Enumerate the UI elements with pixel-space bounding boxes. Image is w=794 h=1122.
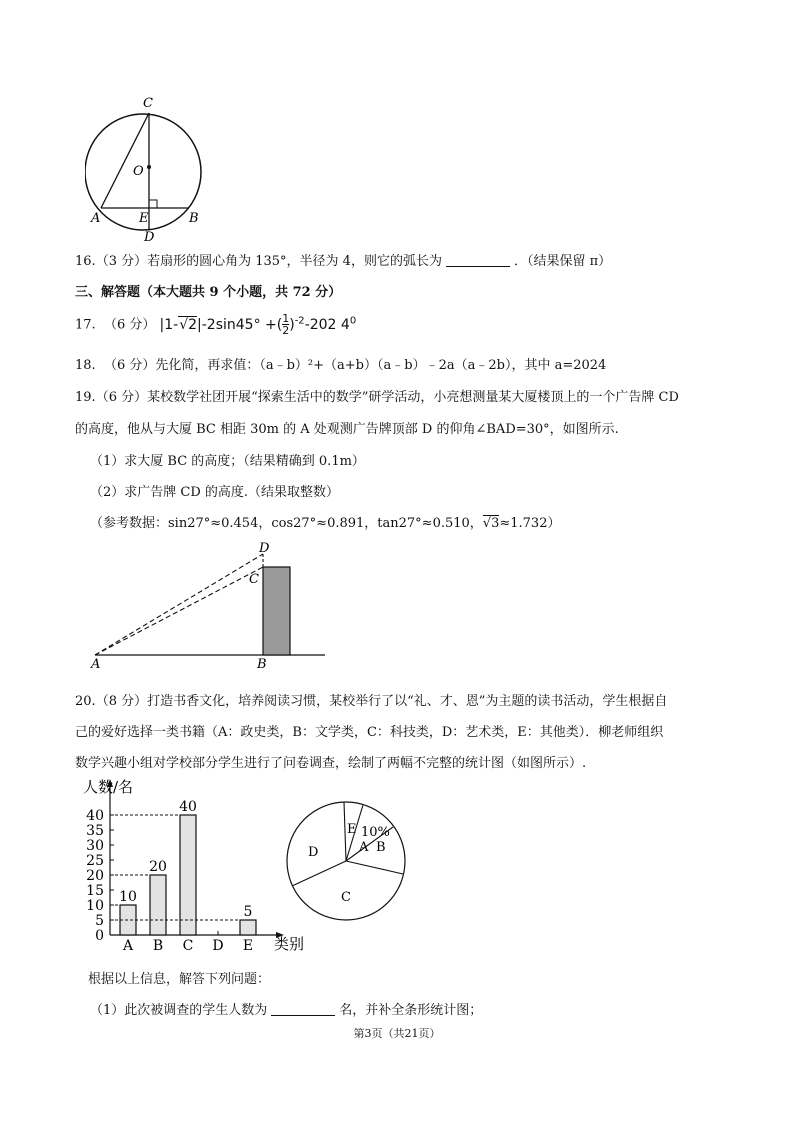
question-19-reference: （参考数据：sin27°≈0.454，cos27°≈0.891，tan27°≈0.510，√3≈1.732） — [90, 516, 561, 531]
section-title: 三、解答题（本大题共 9 个小题，共 72 分） — [75, 285, 342, 300]
pie-label-e: E — [347, 822, 357, 837]
label-o: O — [133, 164, 144, 179]
x-tick-label-A: A — [122, 938, 134, 954]
x-axis-label: 类别 — [274, 935, 305, 953]
building-bc — [263, 567, 290, 655]
label-c: C — [143, 96, 153, 111]
label-a: A — [91, 657, 101, 672]
bar-E — [240, 920, 256, 935]
question-19-sub2: （2）求广告牌 CD 的高度.（结果取整数） — [90, 485, 340, 500]
data-label-B: 20 — [149, 859, 167, 875]
bar-B — [150, 875, 166, 935]
y-tick-label-25: 25 — [86, 853, 104, 869]
question-19-line2: 的高度，他从与大厦 BC 相距 30m 的 A 处观测广告牌顶部 D 的仰角∠BAD=30°，如图所示. — [75, 422, 619, 437]
y-tick-label-20: 20 — [86, 868, 104, 884]
question-16: 16.（3 分）若扇形的圆心角为 135°，半径为 4，则它的弧长为 ．（结果保留 π） — [75, 254, 612, 269]
page-footer: 第3页（共21页） — [353, 1027, 441, 1040]
question-20-line2: 己的爱好选择一类书籍（A：政史类，B：文学类，C：科技类，D：艺术类，E：其他类）．柳老师组织 — [75, 725, 664, 740]
y-tick-label-5: 5 — [95, 913, 104, 929]
pie-label-b: B — [376, 840, 386, 855]
bar-chart — [80, 775, 310, 955]
y-tick-label-35: 35 — [86, 823, 104, 839]
label-e: E — [139, 211, 149, 226]
bar-C — [180, 815, 196, 935]
label-b: B — [257, 657, 267, 672]
label-a: A — [91, 211, 101, 226]
question-20-line1: 20.（8 分）打造书香文化，培养阅读习惯，某校举行了以“礼、才、恩”为主题的读书活动，学生根据自 — [75, 694, 668, 709]
right-angle-mark — [149, 200, 157, 208]
question-19-sub1: （1）求大厦 BC 的高度；（结果精确到 0.1m） — [90, 454, 365, 469]
label-b: B — [189, 211, 199, 226]
answer-blank[interactable] — [271, 1003, 335, 1016]
question-20-sub1: （1）此次被调查的学生人数为 名，并补全条形统计图； — [90, 1003, 483, 1018]
sightline-ac — [95, 567, 263, 655]
pie-label-d: D — [308, 845, 319, 860]
question-18: 18. （6 分）先化简，再求值：（a﹣b）²+（a+b）（a﹣b）﹣2a（a﹣2b），其中 a=2024 — [75, 358, 607, 373]
data-label-A: 10 — [119, 889, 137, 905]
question-17: 17. （6 分） |1-√2|-2sin45° +( $\frac{1}{2}$ )$^{-2}$-202 $4^0$ — [75, 312, 357, 337]
pie-divider-d-e — [344, 802, 346, 861]
center-point — [147, 165, 151, 169]
question-20-line3: 数学兴趣小组对学校部分学生进行了问卷调查，绘制了两幅不完整的统计图（如图所示）. — [75, 756, 587, 771]
y-tick-label-40: 40 — [86, 808, 104, 824]
data-label-E: 5 — [243, 904, 253, 920]
x-tick-label-C: C — [182, 938, 194, 954]
pie-label-c: C — [341, 890, 351, 905]
data-label-C: 40 — [179, 799, 197, 815]
building-figure — [85, 540, 335, 672]
chord-ac — [101, 113, 149, 208]
pie-annotation-10pct: 10% — [361, 825, 390, 840]
y-tick-label-10: 10 — [86, 898, 104, 914]
question-19-line1: 19.（6 分）某校数学社团开展“探索生活中的数学”研学活动，小亮想测量某大厦楼顶上的一个广告牌 CD — [75, 390, 679, 405]
circle-figure — [85, 95, 215, 245]
x-tick-label-E: E — [242, 938, 254, 954]
label-d: D — [144, 230, 155, 245]
x-tick-label-D: D — [212, 938, 224, 954]
label-d: D — [259, 541, 270, 556]
y-axis-label: 人数/名 — [83, 778, 134, 796]
pie-chart — [285, 800, 410, 925]
answer-blank[interactable] — [446, 254, 510, 267]
pie-divider-c-d — [292, 861, 346, 886]
y-tick-label-15: 15 — [86, 883, 104, 899]
pie-divider-b-c — [346, 861, 403, 874]
pie-label-a: A — [359, 840, 369, 855]
y-tick-label-0: 0 — [95, 928, 104, 944]
question-20-prompt: 根据以上信息，解答下列问题： — [88, 972, 271, 987]
x-tick-label-B: B — [152, 938, 164, 954]
label-c: C — [249, 572, 259, 587]
y-tick-label-30: 30 — [86, 838, 104, 854]
sightline-ad — [95, 554, 263, 655]
